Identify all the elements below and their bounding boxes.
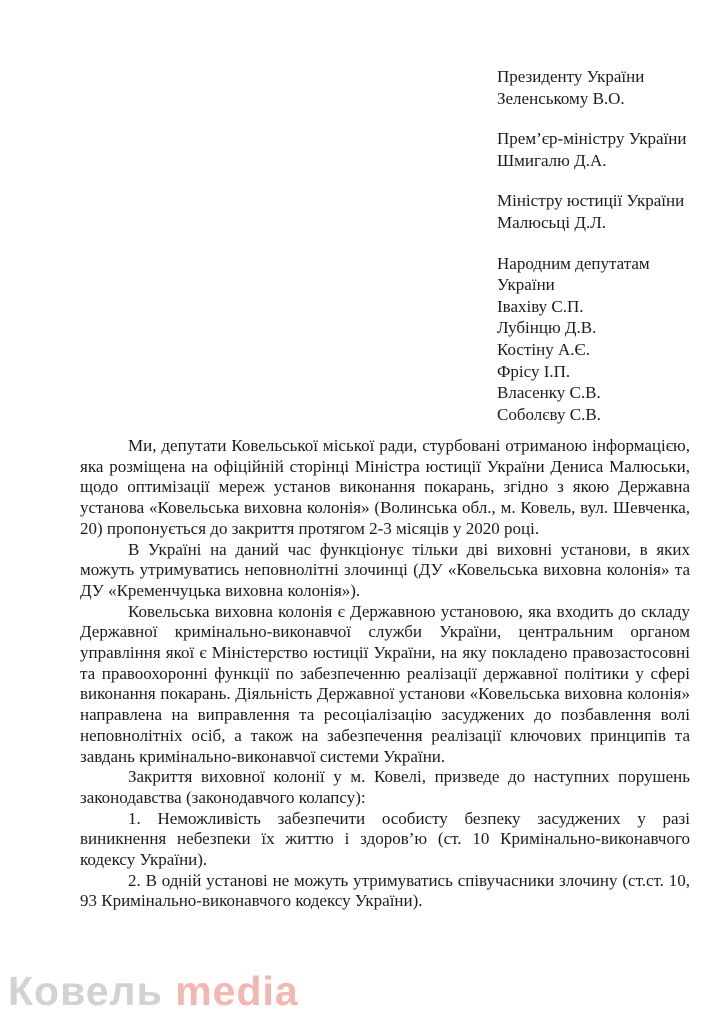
addressee-line: Зеленському В.О. (497, 88, 625, 108)
addressee-line: України (497, 275, 555, 295)
addressee-line: Соболєву С.В. (497, 404, 601, 424)
paragraph-intro: Ми, депутати Ковельської міської ради, стурбовані отриманою інформацією, яка розміщена на офіційній сторінці Міністра юстиції України Дениса Малюськи, щодо оптимізації мереж установ виконання покарань, згідно з якою Державна установа «Ковельська виховна колонія» (Волинська обл., м. Ковель, вул. Шевченка, 20) пропонується до закриття протягом 2-3 місяців у 2020 році. (80, 436, 690, 538)
paragraph-institutions: В Україні на даний час функціонує тільки дві виховні установи, в яких можуть утримуватись неповнолітні злочинці (ДУ «Ковельська виховна колонія» та ДУ «Кременчуцька виховна колонія»). (80, 539, 690, 600)
addressee-line: Шмигалю Д.А. (497, 150, 607, 170)
watermark-site-name: Ковель (8, 968, 163, 1014)
addressee-line: Власенку С.В. (497, 383, 601, 403)
paragraph-point-1: 1. Неможливість забезпечити особисту безпеку засуджених у разі виникнення небезпеки їх життю і здоров’ю (ст. 10 Кримінально-виконавчого кодексу України). (80, 808, 690, 870)
letter-body (80, 436, 690, 912)
watermark (8, 968, 299, 1015)
paragraph-closure-consequences: Закриття виховної колонії у м. Ковелі, призведе до наступних порушень законодавства (законодавчого колапсу): (80, 767, 690, 807)
addressee-line: Костіну А.Є. (497, 339, 590, 359)
addressee-group-minister-justice (497, 190, 712, 233)
addressee-line: Малюсьці Д.Л. (497, 212, 606, 232)
addressee-line: Фрісу І.П. (497, 361, 571, 381)
addressee-line: Народним депутатам (497, 253, 650, 273)
addressee-block (497, 66, 712, 444)
watermark-site-suffix: media (162, 968, 299, 1014)
addressee-line: Міністру юстиції України (497, 191, 685, 211)
paragraph-colony-description: Ковельська виховна колонія є Державною установою, яка входить до складу Державної кримінально-виконавчої служби України, центральним органом управління якої є Міністерство юстиції України, на яку покладено правозастосовні та правоохоронні функції по забезпеченню реалізації державної політики у сфері виконання покарань. Діяльність Державної установи «Ковельська виховна колонія» направлена на виправлення та ресоціалізацію засуджених до позбавлення волі неповнолітніх осіб, а також на забезпечення реалізації ключових принципів та завдань кримінально-виконавчої системи України. (80, 601, 690, 766)
addressee-line: Президенту України (497, 67, 645, 86)
addressee-line: Прем’єр-міністру України (497, 129, 687, 149)
addressee-group-prime-minister (497, 128, 712, 171)
addressee-group-president (497, 66, 712, 109)
addressee-line: Лубінцю Д.В. (497, 318, 597, 338)
paragraph-point-2: 2. В одній установі не можуть утримуватись співучасники злочину (ст.ст. 10, 93 Кримінально-виконавчого кодексу України). (80, 870, 690, 911)
addressee-group-deputies (497, 253, 712, 426)
addressee-line: Івахіву С.П. (497, 296, 584, 316)
